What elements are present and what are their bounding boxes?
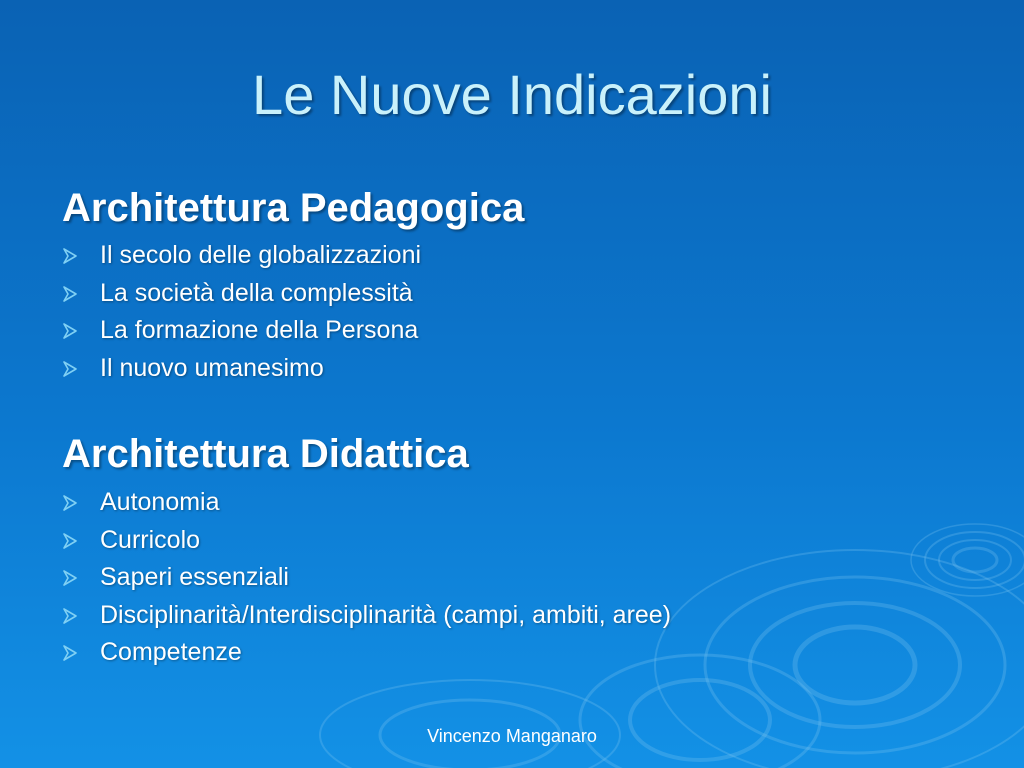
list-item: [62, 350, 421, 388]
bullet-text: Competenze: [100, 638, 242, 666]
bullet-list-pedagogica: [62, 237, 421, 387]
bullet-text: Saperi essenziali: [100, 563, 289, 591]
list-item: [62, 597, 671, 635]
arrowhead-bullet-icon: [62, 533, 78, 549]
section-heading-pedagogica: Architettura Pedagogica: [62, 186, 525, 230]
footer-author: Vincenzo Manganaro: [427, 726, 597, 746]
list-item: [62, 312, 421, 350]
bullet-text: La formazione della Persona: [100, 316, 419, 344]
arrowhead-bullet-icon: [62, 645, 78, 661]
bullet-text: Il nuovo umanesimo: [100, 353, 324, 382]
arrowhead-bullet-icon: [62, 248, 78, 264]
section-heading-didattica: Architettura Didattica: [62, 432, 469, 476]
arrowhead-bullet-icon: [62, 286, 78, 302]
list-item: [62, 522, 671, 560]
list-item: [62, 559, 671, 597]
list-item: [62, 634, 671, 672]
arrowhead-bullet-icon: [62, 361, 78, 377]
bullet-text: Autonomia: [100, 488, 220, 516]
list-item: [62, 484, 671, 522]
list-item: [62, 275, 421, 313]
bullet-text: La società della complessità: [100, 278, 413, 307]
bullet-text: Disciplinarità/Interdisciplinarità (campi, ambiti, aree): [100, 600, 672, 629]
arrowhead-bullet-icon: [62, 495, 78, 511]
bullet-text: Il secolo delle globalizzazioni: [100, 241, 422, 269]
list-item: [62, 237, 421, 275]
bullet-text: Curricolo: [100, 525, 201, 554]
arrowhead-bullet-icon: [62, 323, 78, 339]
arrowhead-bullet-icon: [62, 570, 78, 586]
slide-title: Le Nuove Indicazioni: [252, 63, 772, 126]
bullet-list-didattica: [62, 484, 671, 672]
arrowhead-bullet-icon: [62, 608, 78, 624]
